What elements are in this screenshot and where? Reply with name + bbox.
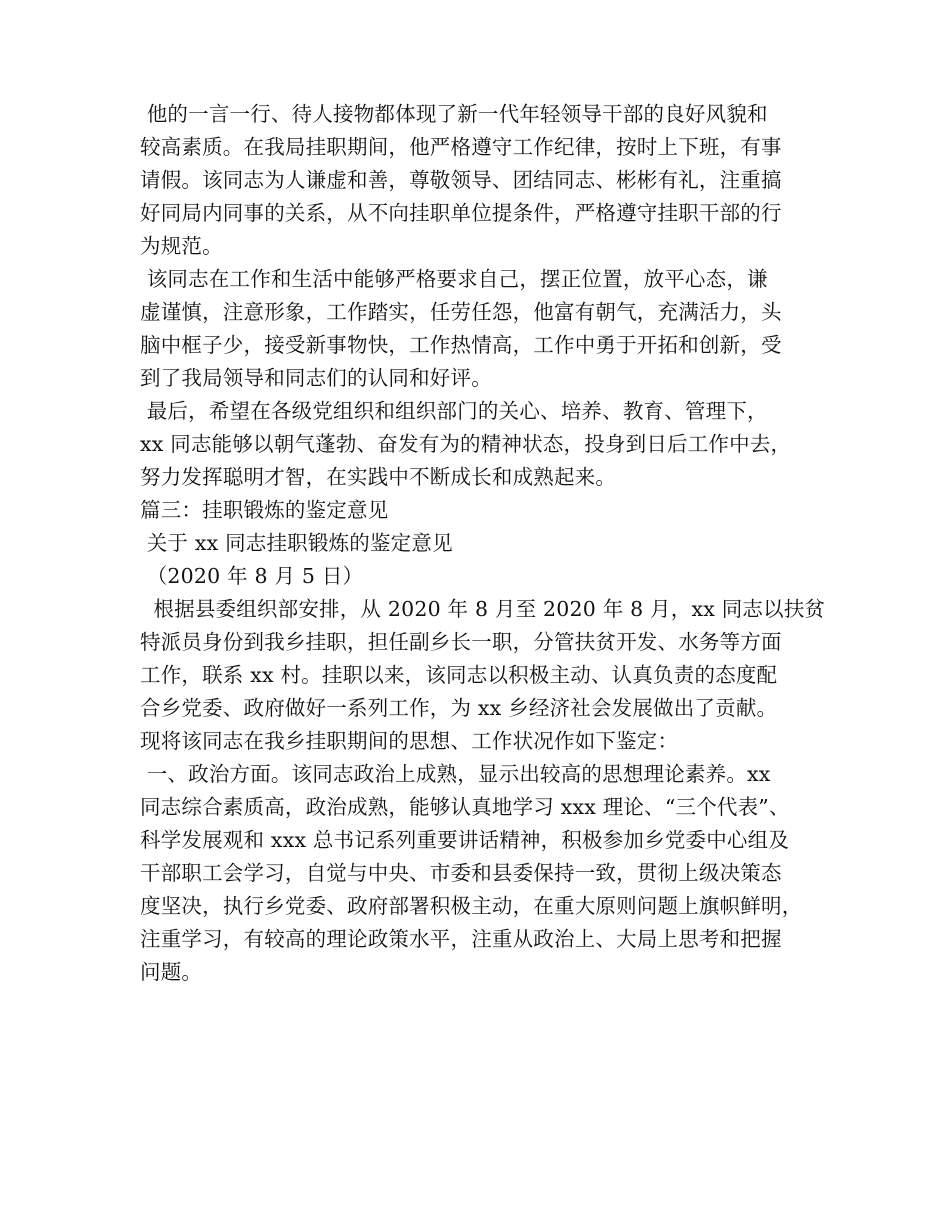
text-line: xx 同志能够以朝气蓬勃、奋发有为的精神状态，投身到日后工作中去， xyxy=(140,432,792,456)
text-line: 合乡党委、政府做好一系列工作，为 xx 乡经济社会发展做出了贡献。 xyxy=(140,696,778,720)
text-line: 努力发挥聪明才智，在实践中不断成长和成熟起来。 xyxy=(140,465,617,489)
text-line: 度坚决，执行乡党委、政府部署积极主动，在重大原则问题上旗帜鲜明， xyxy=(140,894,803,918)
text-line: 根据县委组织部安排，从 2020 年 8 月至 2020 年 8 月，xx 同志以扶贫 xyxy=(140,597,826,621)
text-line: 科学发展观和 xxx 总书记系列重要讲话精神，积极参加乡党委中心组及 xyxy=(140,828,790,852)
text-line: 虚谨慎，注意形象，工作踏实，任劳任怨，他富有朝气，充满活力，头 xyxy=(140,300,782,324)
text-line: 脑中框子少，接受新事物快，工作热情高，工作中勇于开拓和创新，受 xyxy=(140,333,782,357)
text-line: 请假。该同志为人谦虚和善，尊敬领导、团结同志、彬彬有礼，注重搞 xyxy=(140,168,782,192)
document-date: （2020 年 8 月 5 日） xyxy=(140,564,364,588)
text-line: 问题。 xyxy=(140,960,203,984)
text-line: 干部职工会学习，自觉与中央、市委和县委保持一致，贯彻上级决策态 xyxy=(140,861,782,885)
text-line: 该同志在工作和生活中能够严格要求自己，摆正位置，放平心态，谦 xyxy=(140,267,768,291)
text-line: 较高素质。在我局挂职期间，他严格遵守工作纪律，按时上下班，有事 xyxy=(140,135,782,159)
text-line: 最后，希望在各级党组织和组织部门的关心、培养、教育、管理下， xyxy=(140,399,768,423)
text-line: 他的一言一行、待人接物都体现了新一代年轻领导干部的良好风貌和 xyxy=(140,102,768,126)
text-line: 现将该同志在我乡挂职期间的思想、工作状况作如下鉴定： xyxy=(140,729,679,753)
text-line: 注重学习，有较高的理论政策水平，注重从政治上、大局上思考和把握 xyxy=(140,927,782,951)
text-line: 特派员身份到我乡挂职，担任副乡长一职，分管扶贫开发、水务等方面 xyxy=(140,630,782,654)
text-line: 为规范。 xyxy=(140,234,223,258)
document-body xyxy=(140,98,830,989)
text-line: 到了我局领导和同志们的认同和好评。 xyxy=(140,366,492,390)
text-line: 工作，联系 xx 村。挂职以来，该同志以积极主动、认真负责的态度配 xyxy=(140,663,778,687)
text-line: 好同局内同事的关系，从不向挂职单位提条件，严格遵守挂职干部的行 xyxy=(140,201,782,225)
section-heading: 篇三：挂职锻炼的鉴定意见 xyxy=(140,498,389,522)
text-line: 一、政治方面。该同志政治上成熟，显示出较高的思想理论素养。xx xyxy=(140,762,771,786)
document-title: 关于 xx 同志挂职锻炼的鉴定意见 xyxy=(140,531,453,555)
text-line: 同志综合素质高，政治成熟，能够认真地学习 xxx 理论、“三个代表”、 xyxy=(140,795,790,819)
